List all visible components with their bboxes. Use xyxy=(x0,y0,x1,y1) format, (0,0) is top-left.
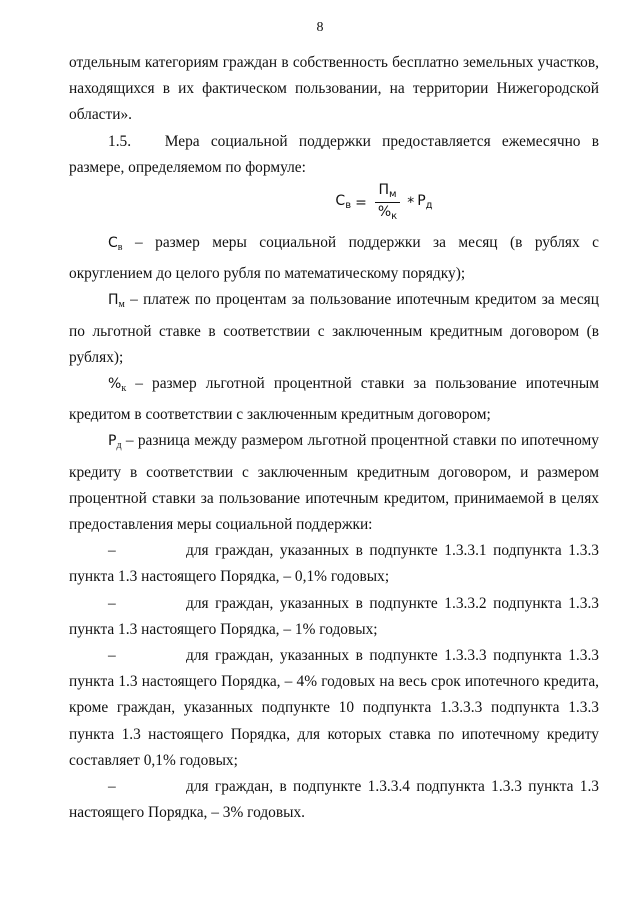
formula-equals: = xyxy=(355,194,367,211)
formula-rhs: $Р_д$ xyxy=(417,193,433,212)
document-body xyxy=(69,50,599,826)
paragraph: 1.5. Мера социальной поддержки предоставляется ежемесячно в размере, определяемом по формуле: xyxy=(69,132,599,176)
definition-item: $С_в$ – размер меры социальной поддержки за месяц (в рублях с округлением до целого рубля по математическому порядку); xyxy=(69,234,599,283)
formula-fraction xyxy=(375,183,400,222)
definition-item: $\%_к$ – размер льготной процентной ставки за пользование ипотечным кредитом в соответствии с заключенным кредитным договором; xyxy=(69,375,599,424)
formula-lhs: $С_в$ xyxy=(335,193,352,212)
formula xyxy=(169,183,599,222)
paragraph: отдельным категориям граждан в собственность бесплатно земельных участков, находящихся в их фактическом пользовании, на территории Нижегородской области». xyxy=(69,54,599,124)
page-number: 8 xyxy=(316,20,324,35)
fraction-numerator: $П_м$ xyxy=(375,183,399,203)
definition-item: $Р_д$ – разница между размером льготной процентной ставки по ипотечному кредиту в соответствии с заключенным кредитным договором, и размером процентной ставки за пользование ипотечным кредитом, принимаемой в целях предоставления меры социальной поддержки: xyxy=(69,432,599,534)
list-item: – для граждан, указанных в подпункте 1.3.3.2 подпункта 1.3.3 пункта 1.3 настоящего Порядка, – 1% годовых; xyxy=(69,594,599,638)
list-item: – для граждан, указанных в подпункте 1.3.3.1 подпункта 1.3.3 пункта 1.3 настоящего Порядка, – 0,1% годовых; xyxy=(69,542,599,586)
list-item: – для граждан, указанных в подпункте 1.3.3.3 подпункта 1.3.3 пункта 1.3 настоящего Порядка, – 4% годовых на весь срок ипотечного кредита, кроме граждан, указанных подпункте 10 подпункта 1.3.3.3 подпункта 1.3.3 пункта 1.3 настоящего Порядка, для которых ставка по ипотечному кредиту составляет 0,1% годовых; xyxy=(69,647,599,769)
formula-multiply: * xyxy=(407,194,415,211)
fraction-denominator: $\%_к$ xyxy=(377,204,398,223)
list-item: – для граждан, в подпункте 1.3.3.4 подпункта 1.3.3 пункта 1.3 настоящего Порядка, – 3% годовых. xyxy=(69,778,599,822)
definition-item: $П_м$ – платеж по процентам за пользование ипотечным кредитом за месяц по льготной ставке в соответствии с заключенным кредитным договором (в рублях); xyxy=(69,291,599,366)
